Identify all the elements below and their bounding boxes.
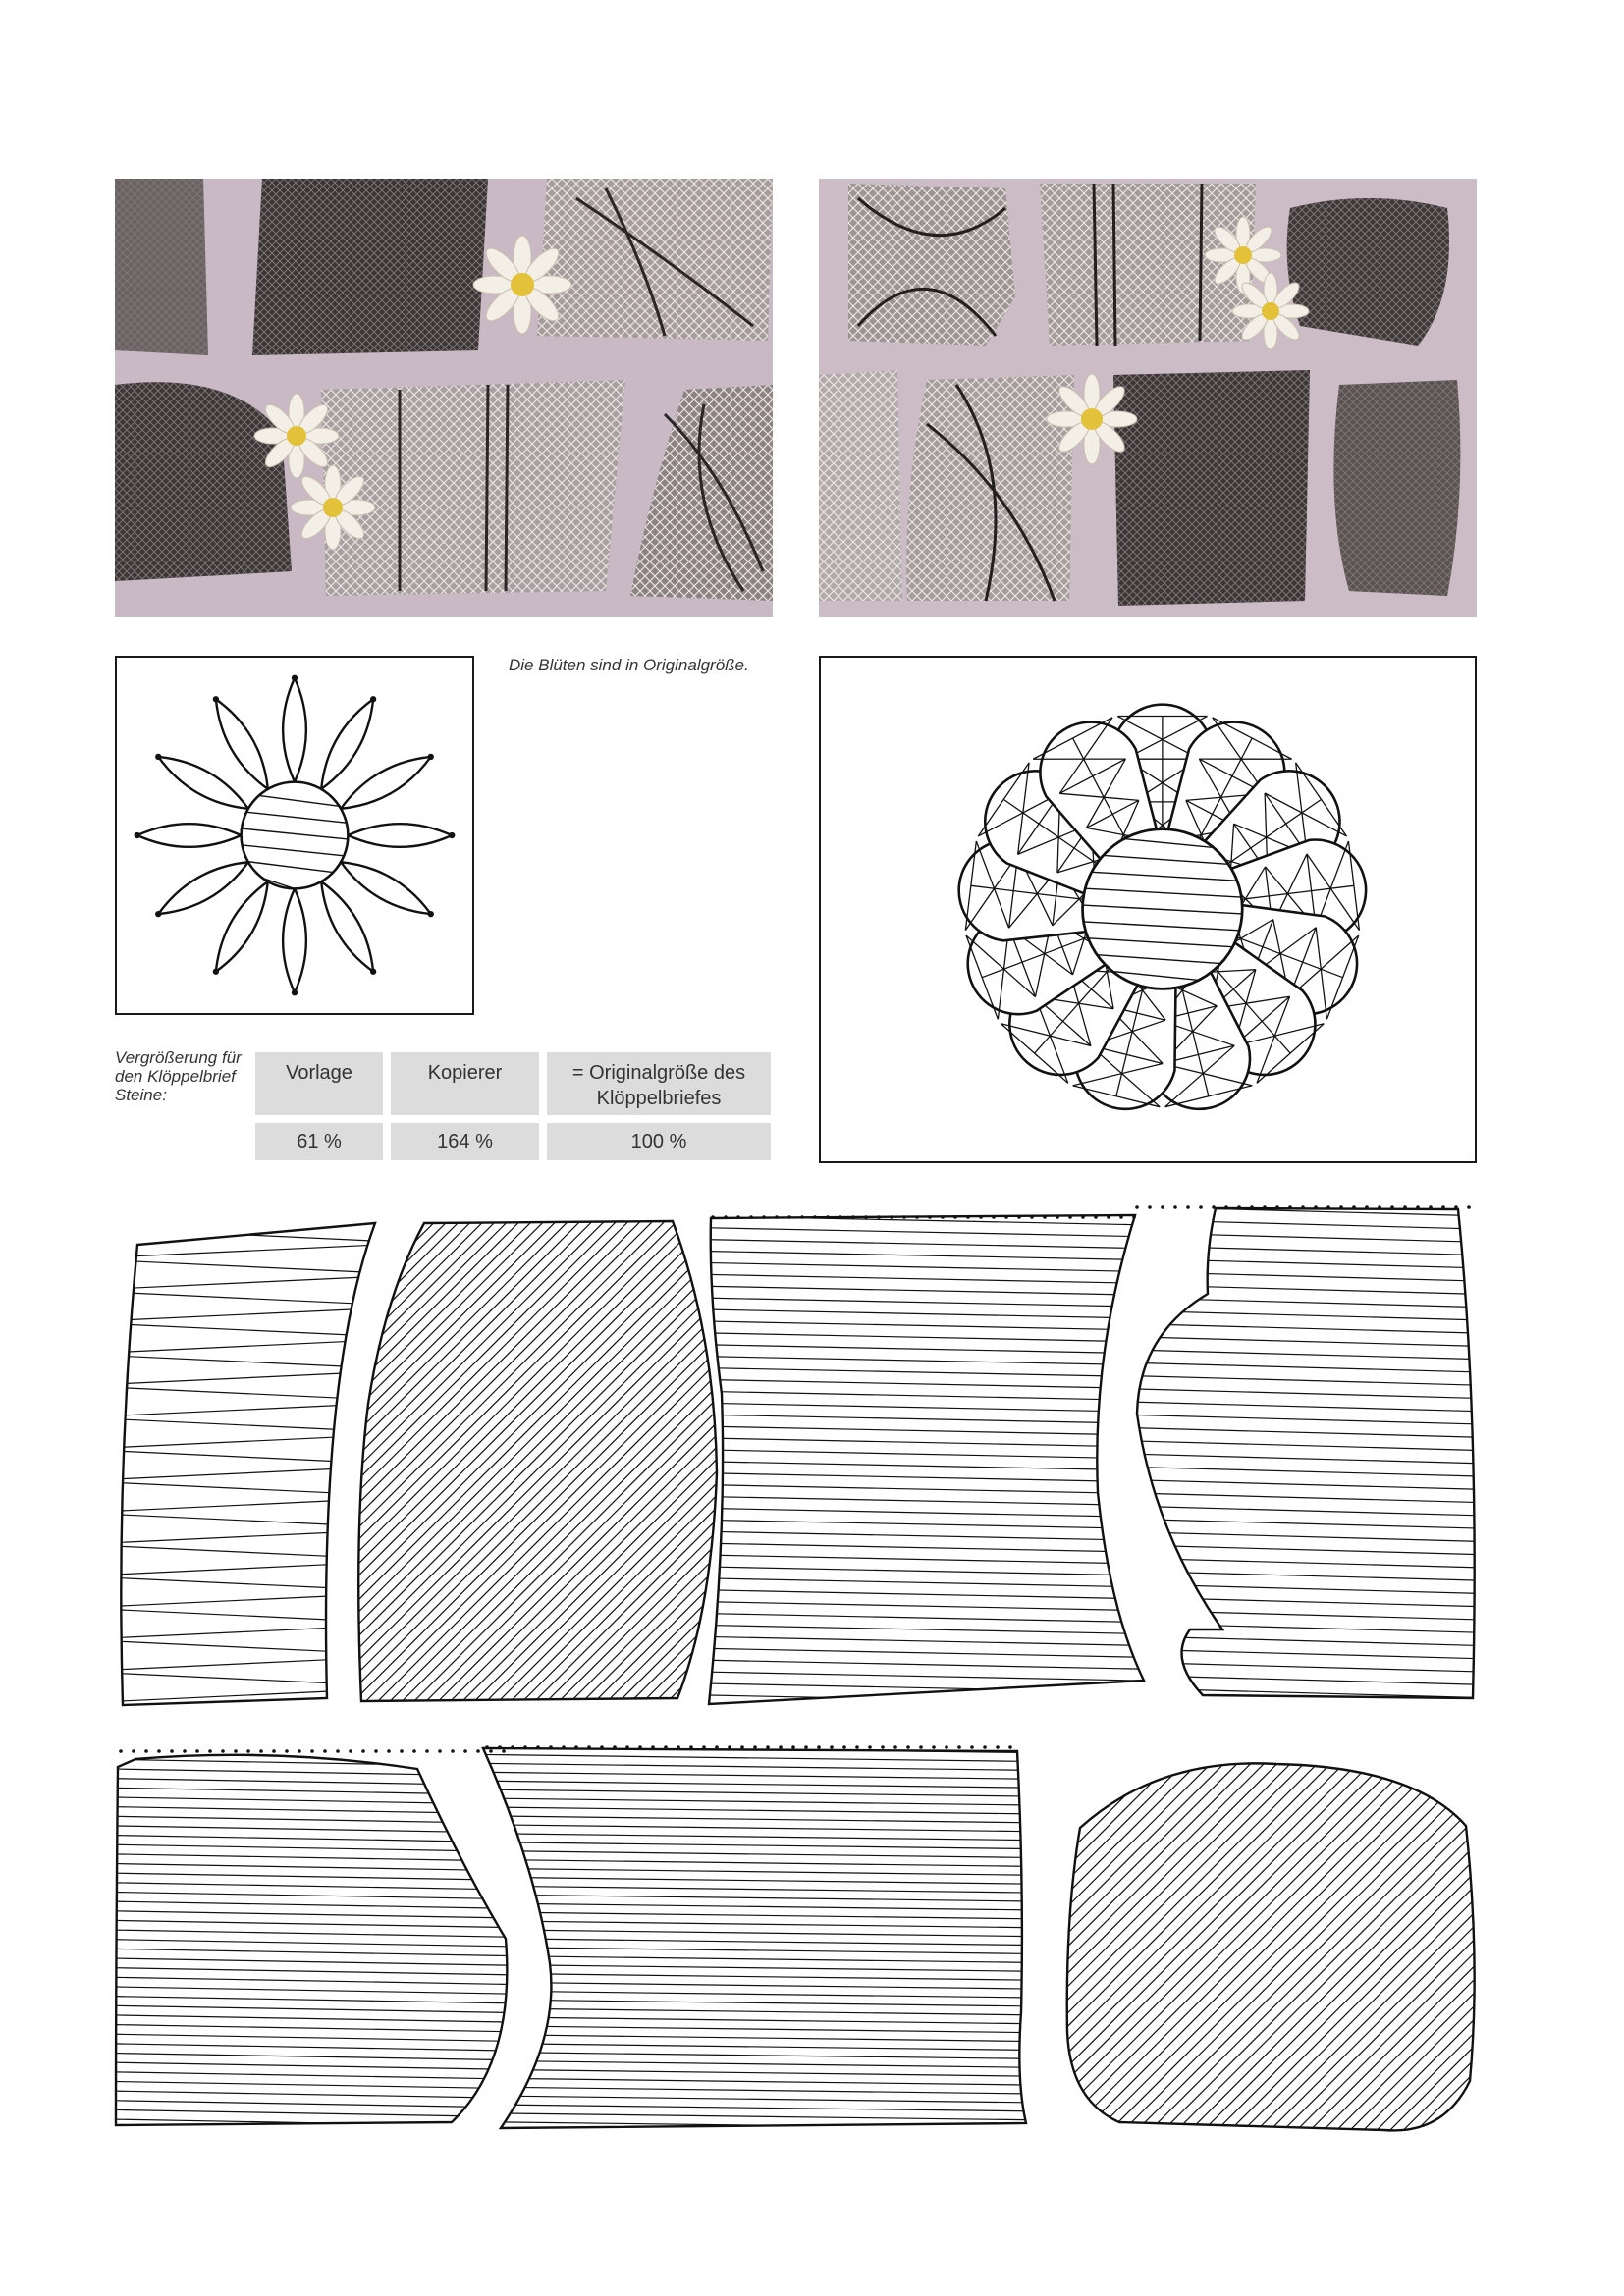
pin-dot	[213, 696, 219, 702]
stone-pattern-6	[440, 1745, 1070, 2138]
petal-outline	[158, 862, 248, 914]
pin-dot	[292, 989, 298, 995]
stone-pattern-1	[79, 1223, 417, 1705]
pin-dot	[428, 911, 434, 917]
flower-icon	[254, 394, 339, 478]
petal-outline	[341, 757, 431, 809]
caption-flowers-original-size: Die Blüten sind in Originalgröße.	[509, 656, 749, 674]
petal-outline	[283, 888, 306, 992]
stone-pattern-4	[1090, 1205, 1522, 1712]
petal-outline	[283, 678, 306, 782]
petal-outline	[137, 824, 242, 847]
stone-pattern-7	[683, 1737, 1624, 2158]
value-kopierer: 164 %	[391, 1123, 539, 1160]
stone-pattern-2	[0, 1201, 1240, 1723]
pin-dot	[155, 754, 161, 760]
stone-pattern-5	[74, 1749, 555, 2137]
lace-photo-left	[115, 179, 773, 617]
column-header-vorlage: Vorlage	[255, 1052, 383, 1115]
column-header-originalgroesse: = Originalgröße des Klöppelbriefes	[547, 1052, 771, 1115]
value-originalgroesse: 100 %	[547, 1123, 771, 1160]
pin-dot	[213, 969, 219, 975]
flower-pattern-large-frame	[819, 656, 1477, 1163]
flower-icon	[473, 236, 571, 334]
pin-dot	[155, 911, 161, 917]
petal-outline	[216, 699, 268, 789]
pin-dot	[135, 832, 140, 838]
petal-outline	[348, 824, 452, 847]
petal-outline	[341, 862, 431, 914]
flower-icon	[1232, 273, 1309, 349]
pin-dot	[292, 675, 298, 681]
pin-dot	[449, 832, 455, 838]
flower-pattern-large	[821, 658, 1475, 1161]
flower-pattern-small	[117, 658, 472, 1013]
column-header-kopierer: Kopierer	[391, 1052, 539, 1115]
enlargement-label: Vergrößerung für den Klöppelbrief Steine:	[115, 1048, 242, 1104]
pin-dot	[370, 969, 376, 975]
pin-dot	[370, 696, 376, 702]
petal-outline	[321, 699, 373, 789]
petal-outline	[216, 881, 268, 972]
lace-photo-right	[819, 179, 1477, 617]
petal-outline	[158, 757, 248, 809]
flower-pattern-small-frame	[115, 656, 474, 1015]
flower-icon	[291, 465, 375, 550]
petal-outline	[321, 881, 373, 972]
flower-icon	[1047, 374, 1137, 464]
value-vorlage: 61 %	[255, 1123, 383, 1160]
pin-dot	[428, 754, 434, 760]
stone-pattern-3	[666, 1215, 1186, 1717]
